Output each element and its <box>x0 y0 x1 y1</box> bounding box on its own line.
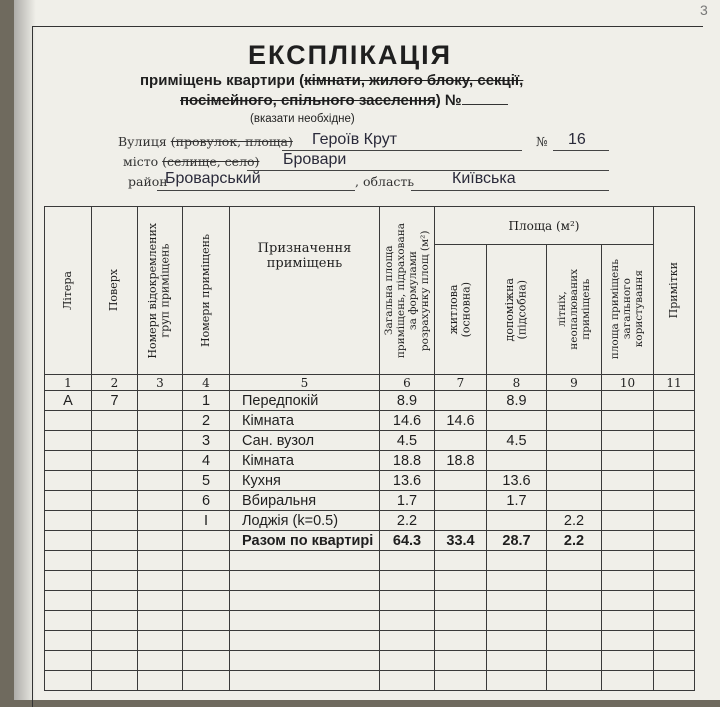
subtitle-suffix: ) № <box>435 92 462 109</box>
total-row <box>45 531 695 551</box>
subtitle-struck-1: кімнати, жилого блоку, секції, <box>304 72 524 89</box>
table-row: А 7 1 Передпокій 8.9 8.9 <box>45 391 695 411</box>
region-underline <box>411 190 609 191</box>
header-living: житлова (основна) <box>435 245 487 375</box>
header-common: площа приміщень загального користування <box>602 245 654 375</box>
table-row: 4 Кімната 18.8 18.8 <box>45 451 695 471</box>
number-value: 16 <box>568 131 586 148</box>
header-purpose: Призначення приміщень <box>230 207 380 375</box>
number-underline <box>553 150 609 151</box>
table-row: 3 Сан. вузол 4.5 4.5 <box>45 431 695 451</box>
page-number: 3 <box>700 2 708 18</box>
region-label: , область <box>355 174 415 189</box>
subtitle-prefix: приміщень квартири ( <box>140 72 305 89</box>
subtitle-line-1 <box>140 72 523 89</box>
table-row-empty <box>45 551 695 571</box>
table-row: 2 Кімната 14.6 14.6 <box>45 411 695 431</box>
table-row-empty <box>45 671 695 691</box>
header-total-area: Загальна площа приміщень, підрахована за формулами розрахунку площ (м²) <box>380 207 435 375</box>
table-row-empty <box>45 611 695 631</box>
header-aux: допоміжна (підсобна) <box>487 245 547 375</box>
total-area-sum: 64.3 <box>380 531 435 551</box>
header-groups: Номери відокремлених груп приміщень <box>138 207 183 375</box>
number-label: № <box>536 134 548 149</box>
header-area-group: Площа (м²) <box>435 207 654 245</box>
apartment-number-blank <box>462 104 508 105</box>
table-row-empty <box>45 651 695 671</box>
total-label: Разом по квартирі <box>230 531 380 551</box>
header-litera: Літера <box>45 207 92 375</box>
total-summer-sum: 2.2 <box>547 531 602 551</box>
table-row: 6 Вбиральня 1.7 1.7 <box>45 491 695 511</box>
document-title: ЕКСПЛІКАЦІЯ <box>247 40 453 70</box>
city-value: Бровари <box>283 151 347 168</box>
header-poverkh: Поверх <box>92 207 138 375</box>
explication-table <box>44 206 695 691</box>
district-label: район <box>128 174 168 189</box>
region-value: Київська <box>452 170 516 187</box>
street-label: Вулиця (провулок, площа) <box>118 134 293 149</box>
table-row: 5 Кухня 13.6 13.6 <box>45 471 695 491</box>
subtitle-line-2 <box>180 92 508 109</box>
total-living-sum: 33.4 <box>435 531 487 551</box>
city-underline <box>247 170 609 171</box>
header-room-number: Номери приміщень <box>183 207 230 375</box>
table-row-empty <box>45 631 695 651</box>
subtitle-struck-2: посімейного, спільного заселення <box>180 92 436 109</box>
street-value: Героїв Крут <box>312 131 398 148</box>
header-summer: літніх, неопалюваних приміщень <box>547 245 602 375</box>
district-underline <box>157 190 355 191</box>
header-notes: Примітки <box>654 207 695 375</box>
table-row: I Лоджія (k=0.5) 2.2 2.2 <box>45 511 695 531</box>
total-aux-sum: 28.7 <box>487 531 547 551</box>
table-row-empty <box>45 591 695 611</box>
city-label: місто (селище, село) <box>123 154 260 169</box>
subtitle-note: (вказати необхідне) <box>250 113 355 125</box>
column-numbers-row: 1 2 3 4 5 6 7 8 9 10 11 <box>45 375 695 391</box>
table-row-empty <box>45 571 695 591</box>
district-value: Броварський <box>165 170 261 187</box>
